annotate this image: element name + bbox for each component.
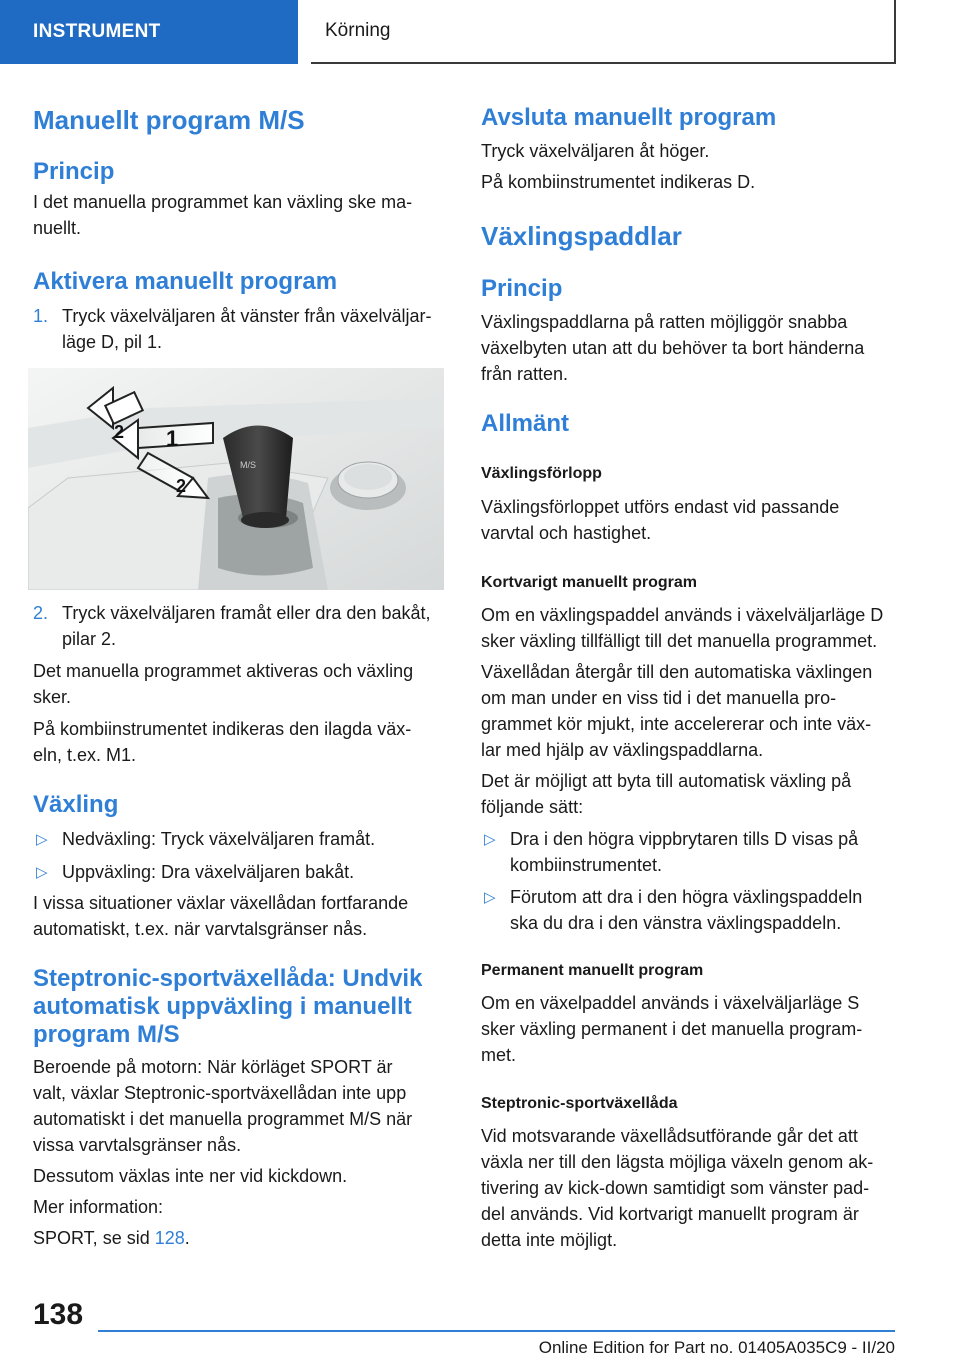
heading-principle: Princip: [33, 158, 115, 185]
paddles-principle-line-1: Växlingspaddlarna på ratten möjliggör snabba: [481, 312, 848, 332]
bullet-upshift: [33, 859, 445, 885]
steptronic-line-1: Vid motsvarande växellådsutförande går det att: [481, 1126, 858, 1146]
temp3-line-2: följande sätt:: [481, 797, 584, 817]
heading-end-manual: Avsluta manuellt program: [481, 104, 777, 131]
right-rocker-line-2: kombiinstrumentet.: [510, 855, 663, 875]
kickdown-text: Dessutom växlas inte ner vid kickdown.: [33, 1166, 348, 1186]
sequence-line-2: varvtal och hastighet.: [481, 523, 652, 543]
heading-steptronic-2: automatisk uppväxling i manuellt: [33, 993, 412, 1020]
heading-principle-right: Princip: [481, 275, 563, 302]
temp1-line-2: sker växling tillfälligt till det manuella programmet.: [481, 631, 878, 651]
more-info-text: Mer information:: [33, 1197, 164, 1217]
heading-manual-program: Manuellt program M/S: [33, 105, 305, 135]
both-paddles-line-1: Förutom att dra i den högra växlingspaddeln: [510, 887, 863, 907]
paddles-principle-line-2: växelbyten utan att du behöver ta bort händerna: [481, 338, 865, 358]
arrow-label-1: 1: [166, 426, 179, 451]
activated-line-1: Det manuella programmet aktiveras och växling: [33, 661, 414, 681]
section-label: Körning: [325, 20, 391, 41]
bullet-right-rocker: [481, 826, 897, 878]
step-1: [33, 303, 445, 355]
triangle-bullet-icon: ▷: [484, 831, 496, 848]
arrow-label-2b: 2: [176, 476, 187, 496]
paddles-principle-line-3: från ratten.: [481, 364, 569, 384]
steptronic-line-3: tivering av kick-down samtidigt som vänster pad‐: [481, 1178, 870, 1198]
depending-line-4: vissa varvtalsgränser nås.: [33, 1135, 242, 1155]
chapter-label: INSTRUMENT: [33, 21, 161, 42]
triangle-bullet-icon: ▷: [36, 864, 48, 881]
bullet-downshift: [33, 826, 445, 852]
temp2-line-3: grammet kör mjukt, inte accelererar och inte väx‐: [481, 714, 872, 734]
edition-text: Online Edition for Part no. 01405A035C9 - II/20: [538, 1338, 895, 1357]
arrow-label-2a: 2: [114, 422, 125, 442]
page-link-128[interactable]: 128: [154, 1228, 185, 1248]
situations-line-2: automatiskt, t.ex. när varvtalsgränser nås.: [33, 919, 368, 939]
subheading-temporary: Kortvarigt manuellt program: [481, 574, 698, 591]
situations-line-1: I vissa situationer växlar växellådan fortfarande: [33, 893, 409, 913]
steptronic-line-4: del används. Vid kortvarigt manuellt program är: [481, 1204, 859, 1224]
footer-divider: [98, 1330, 895, 1332]
heading-steptronic-1: Steptronic-sportväxellåda: Undvik: [33, 965, 423, 992]
depending-line-2: valt, växlar Steptronic-sportväxellådan inte upp: [33, 1083, 407, 1103]
heading-shifting: Växling: [33, 791, 119, 818]
indicated-line-2: eln, t.ex. M1.: [33, 745, 137, 765]
end-line-2: På kombiinstrumentet indikeras D.: [481, 172, 756, 192]
steptronic-line-5: detta inte möjligt.: [481, 1230, 618, 1250]
depending-line-3: automatiskt i det manuella programmet M/S när: [33, 1109, 413, 1129]
gear-selector-drawing: [28, 368, 444, 590]
step-2-line-2: pilar 2.: [62, 629, 117, 649]
gear-selector-illustration: [28, 368, 444, 590]
subheading-sequence: Växlingsförlopp: [481, 465, 602, 482]
subheading-steptronic: Steptronic-sportväxellåda: [481, 1095, 678, 1112]
downshift-text: Nedväxling: Tryck växelväljaren framåt.: [62, 829, 376, 849]
step-2-line-1: Tryck växelväljaren framåt eller dra den bakåt,: [62, 603, 431, 623]
bullet-both-paddles: [481, 884, 897, 936]
selector-label: M/S: [240, 460, 257, 470]
page-number: 138: [33, 1298, 84, 1331]
end-line-1: Tryck växelväljaren åt höger.: [481, 141, 710, 161]
temp3-line-1: Det är möjligt att byta till automatisk växling på: [481, 771, 852, 791]
sport-reference: [33, 1225, 445, 1251]
upshift-text: Uppväxling: Dra växelväljaren bakåt.: [62, 862, 355, 882]
depending-line-1: Beroende på motorn: När körläget SPORT är: [33, 1057, 393, 1077]
heading-paddles: Växlingspaddlar: [481, 221, 682, 251]
heading-steptronic-3: program M/S: [33, 1021, 180, 1048]
header-chapter-tab: [0, 0, 298, 64]
permanent-line-1: Om en växelpaddel används i växelväljarläge S: [481, 993, 860, 1013]
principle-line-1: I det manuella programmet kan växling ske ma‐: [33, 192, 413, 212]
temp2-line-1: Växellådan återgår till den automatiska växlingen: [481, 662, 873, 682]
temp1-line-1: Om en växlingspaddel används i växelväljarläge D: [481, 605, 884, 625]
principle-line-2: nuellt.: [33, 218, 82, 238]
activated-line-2: sker.: [33, 687, 72, 707]
step-1-number: 1.: [33, 306, 49, 326]
triangle-bullet-icon: ▷: [484, 889, 496, 906]
step-1-line-2: läge D, pil 1.: [62, 332, 163, 352]
triangle-bullet-icon: ▷: [36, 831, 48, 848]
temp2-line-4: lar med hjälp av växlingspaddlarna.: [481, 740, 764, 760]
indicated-line-1: På kombiinstrumentet indikeras den ilagda väx‐: [33, 719, 412, 739]
step-2-number: 2.: [33, 603, 49, 623]
sequence-line-1: Växlingsförloppet utförs endast vid passande: [481, 497, 840, 517]
temp2-line-2: om man under en viss tid i det manuella pro‐: [481, 688, 837, 708]
right-rocker-line-1: Dra i den högra vippbrytaren tills D visas på: [510, 829, 859, 849]
steptronic-line-2: växla ner till den lägsta möjliga växeln genom ak‐: [481, 1152, 874, 1172]
step-2: [33, 600, 445, 652]
sport-reference-prefix: SPORT, se sid: [33, 1228, 155, 1248]
permanent-line-2: sker växling permanent i det manuella program‐: [481, 1019, 863, 1039]
sport-reference-suffix: .: [184, 1228, 190, 1248]
step-1-line-1: Tryck växelväljaren åt vänster från växelväljar‐: [62, 306, 432, 326]
heading-activate: Aktivera manuellt program: [33, 268, 338, 295]
subheading-permanent: Permanent manuellt program: [481, 962, 704, 979]
both-paddles-line-2: ska du dra i den vänstra växlingspaddeln.: [510, 913, 842, 933]
permanent-line-3: met.: [481, 1045, 517, 1065]
heading-general: Allmänt: [481, 410, 570, 437]
header-section-box: [311, 0, 896, 64]
